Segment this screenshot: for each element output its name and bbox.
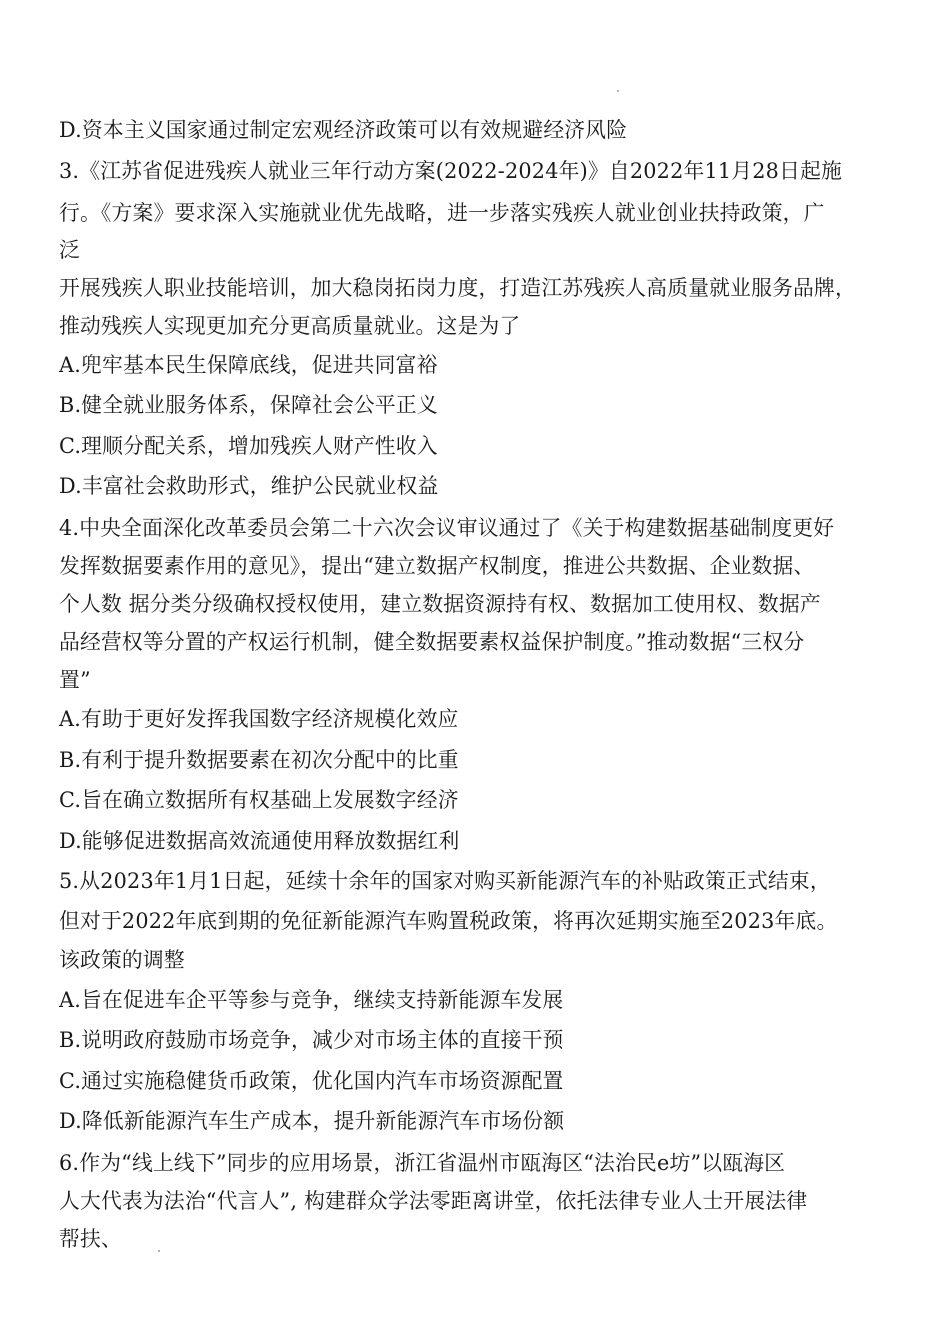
text-line: 5.从2023年1月1日起，延续十余年的国家对购买新能源汽车的补贴政策正式结束， — [59, 869, 831, 893]
text-line: 品经营权等分置的产权运行机制，健全数据要素权益保护制度。”推动数据“三权分 — [59, 630, 805, 654]
text-line: 4.中央全面深化改革委员会第二十六次会议审议通过了《关于构建数据基础制度更好 — [59, 516, 835, 540]
text-line: 发挥数据要素作用的意见》，提出“建立数据产权制度，推进公共数据、企业数据、 — [59, 554, 815, 578]
text-line: B.有利于提升数据要素在初次分配中的比重 — [59, 748, 459, 772]
text-line: D.资本主义国家通过制定宏观经济政策可以有效规避经济风险 — [59, 118, 628, 142]
text-line: D.降低新能源汽车生产成本，提升新能源汽车市场份额 — [59, 1109, 565, 1133]
scan-dot — [617, 90, 619, 92]
text-line: D.丰富社会救助形式，维护公民就业权益 — [59, 474, 439, 498]
scan-dot — [158, 1250, 160, 1252]
text-line: 开展残疾人职业技能培训，加大稳岗拓岗力度，打造江苏残疾人高质量就业服务品牌， — [59, 276, 856, 300]
text-line: B.说明政府鼓励市场竞争，减少对市场主体的直接干预 — [59, 1028, 564, 1052]
text-line: C.理顺分配关系，增加残疾人财产性收入 — [59, 434, 438, 458]
text-line: A.旨在促进车企平等参与竞争，继续支持新能源车发展 — [59, 988, 564, 1012]
text-line: A.兜牢基本民生保障底线，促进共同富裕 — [59, 353, 438, 377]
text-line: 但对于2022年底到期的免征新能源汽车购置税政策，将再次延期实施至2023年底。 — [59, 909, 838, 933]
text-line: 该政策的调整 — [59, 948, 185, 972]
text-line: 置” — [59, 668, 91, 692]
text-line: 人大代表为法治“代言人”, 构建群众学法零距离讲堂，依托法律专业人士开展法律 — [59, 1189, 808, 1213]
text-line: 泛 — [59, 238, 80, 262]
text-line: 3.《江苏省促进残疾人就业三年行动方案(2022-2024年)》自2022年11月28日起施 — [59, 159, 843, 183]
text-line: 6.作为“线上线下”同步的应用场景，浙江省温州市瓯海区“法治民e坊”以瓯海区 — [59, 1151, 786, 1175]
text-line: D.能够促进数据高效流通使用释放数据红利 — [59, 829, 460, 853]
text-line: C.旨在确立数据所有权基础上发展数字经济 — [59, 788, 459, 812]
text-line: 推动残疾人实现更加充分更高质量就业。这是为了 — [59, 314, 521, 338]
text-line: 个人数 据分类分级确权授权使用，建立数据资源持有权、数据加工使用权、数据产 — [59, 592, 821, 616]
text-line: 行。《方案》要求深入实施就业优先战略，进一步落实残疾人就业创业扶持政策，广 — [59, 201, 825, 225]
text-line: C.通过实施稳健货币政策，优化国内汽车市场资源配置 — [59, 1069, 564, 1093]
text-line: A.有助于更好发挥我国数字经济规模化效应 — [59, 707, 459, 731]
text-line: 帮扶、 — [59, 1227, 122, 1251]
text-line: B.健全就业服务体系，保障社会公平正义 — [59, 393, 438, 417]
